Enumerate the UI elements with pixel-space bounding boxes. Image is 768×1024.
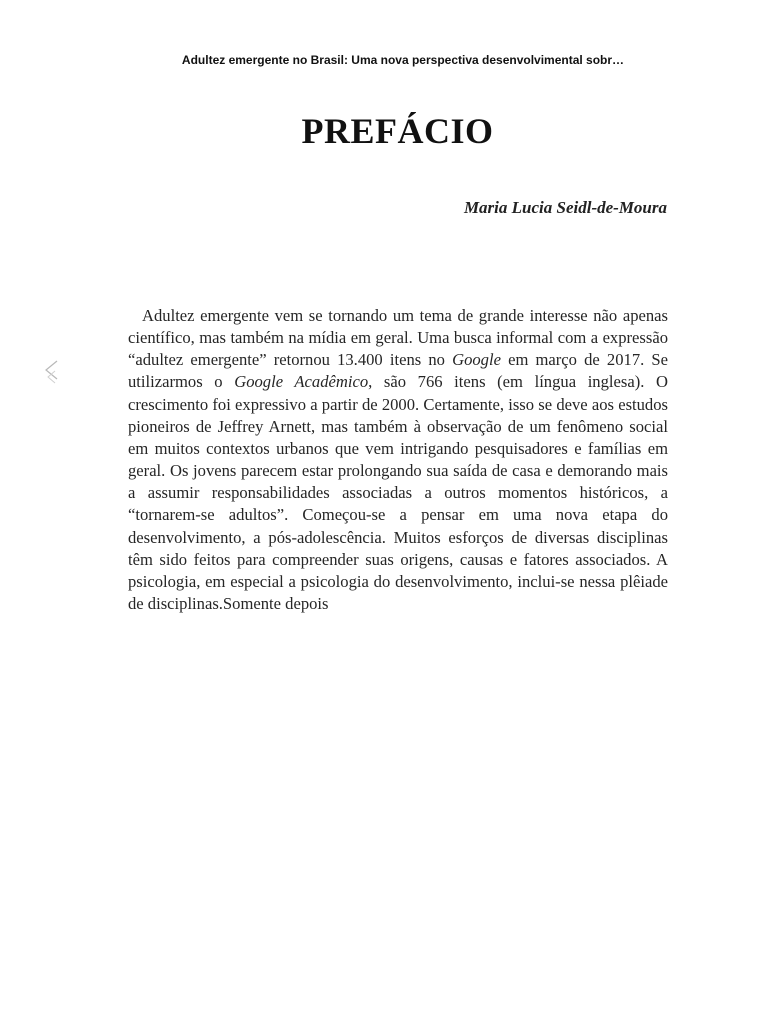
chapter-author: Maria Lucia Seidl-de-Moura [463, 198, 667, 217]
body-text-part: Adultez emergente vem se tornando um tema de grande interesse não apenas científico, mas também na mídia em geral. Uma busca informal com a expressão “adultez emergente” retornou 13.400 itens no [128, 306, 668, 370]
body-text-part: em março de 2017. Se utilizarmos o [128, 350, 668, 392]
body-text-google: Google [452, 350, 501, 370]
prev-page-button[interactable] [40, 357, 64, 391]
chapter-heading: PREFÁCIO [301, 111, 494, 151]
book-title: Adultez emergente no Brasil: Uma nova perspectiva desenvolvimental sobr… [181, 53, 625, 67]
body-text-part: , são 766 itens (em língua inglesa). O crescimento foi expressivo a partir de 2000. Certamente, isso se deve aos estudos pioneiros de Jeffrey Arnett, mas também à observação de um fenômeno social em muitos contextos urbanos que vem intrigando pesquisadores e famílias em geral. Os jovens parecem estar prolongando sua saída de casa e demorando mais a assumir responsabilidades associadas a outros momentos históricos, a “tornarem-se adultos”. Começou-se a pensar em uma nova etapa do desenvolvimento, a pós-adolescência. Muitos esforços de diversas disciplinas têm sido feitos para compreender suas origens, causas e fatores associados. A psicologia, em especial a psicologia do desenvolvimento, inclui-se nessa plêiade de disciplinas.Somente depois [128, 372, 668, 614]
body-text-google-academico: Google Acadêmico [234, 372, 369, 392]
body-paragraph [128, 305, 668, 615]
chevron-left-icon [40, 357, 64, 391]
